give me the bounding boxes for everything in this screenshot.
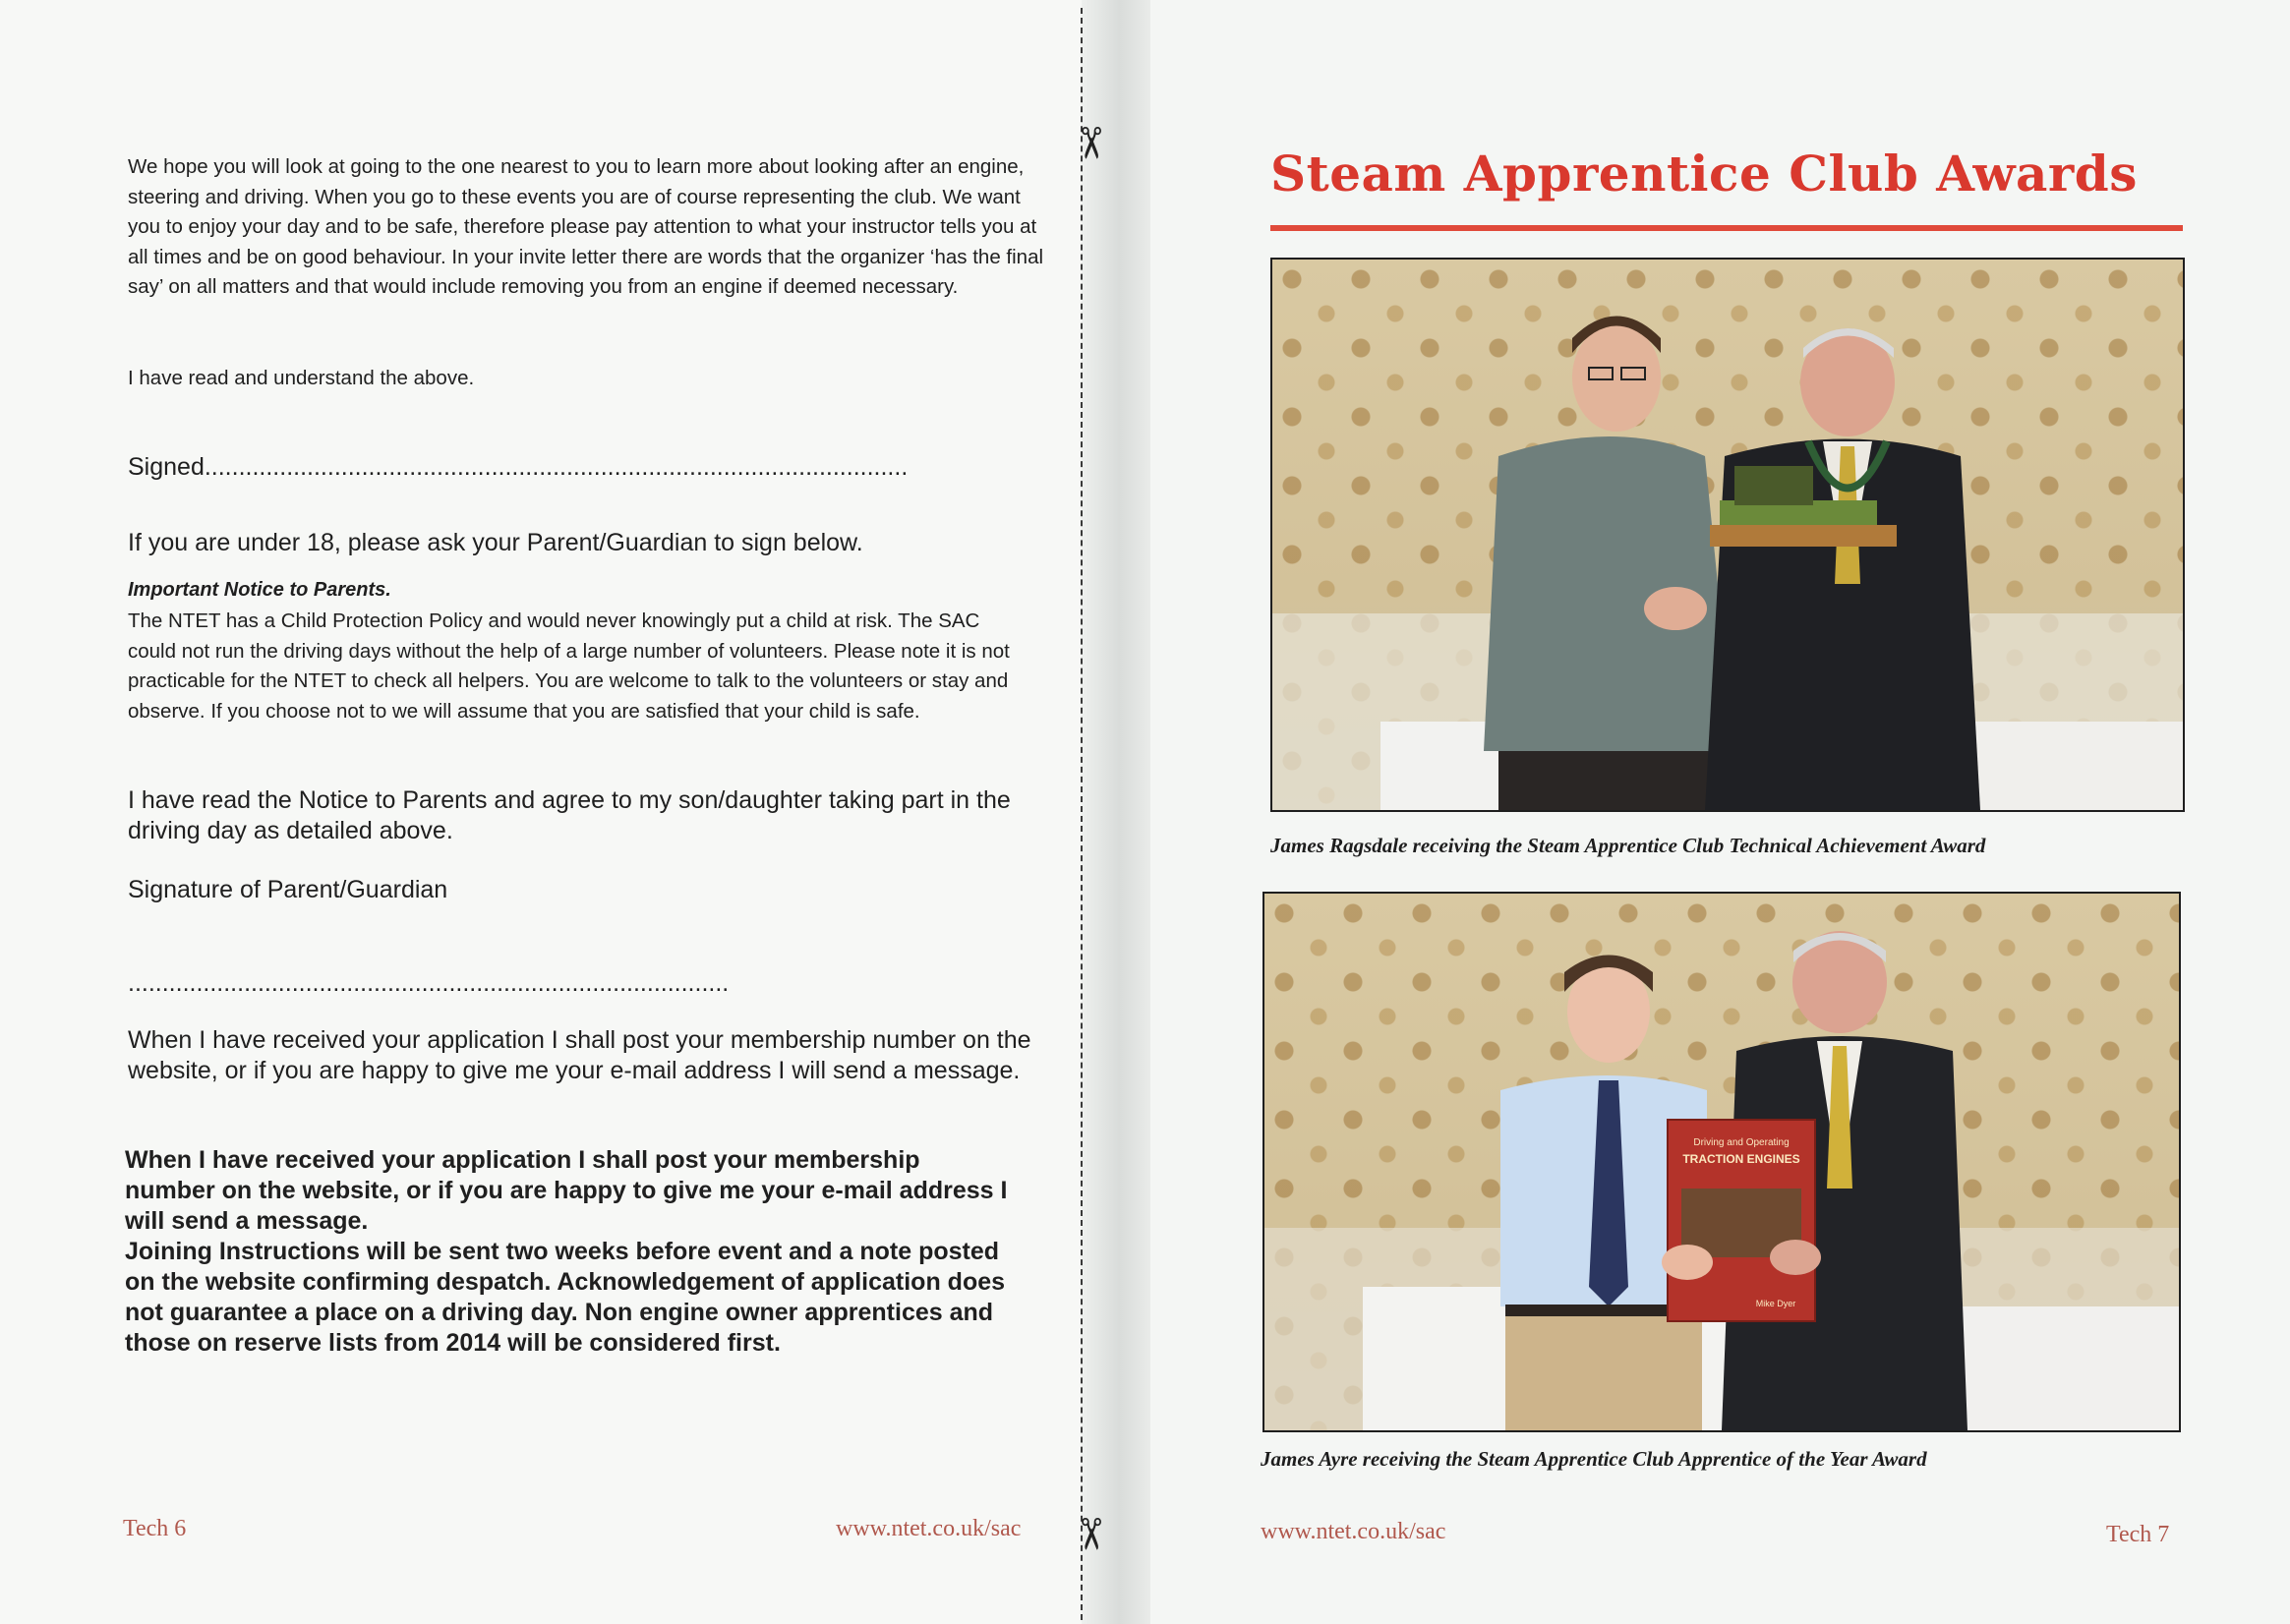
agree-statement: I have read the Notice to Parents and agree to my son/daughter taking part in the driving day as detailed above. <box>128 786 1011 844</box>
notice-heading: Important Notice to Parents. <box>128 579 391 601</box>
footer-url[interactable]: www.ntet.co.uk/sac <box>836 1516 1022 1541</box>
bold-membership-paragraph: When I have received your application I shall post your membership number on the website, or if you are happy to give me your e-mail address I will send a message. <box>125 1146 1008 1235</box>
page-title: Steam Apprentice Club Awards <box>1270 145 2138 203</box>
read-understand-text: I have read and understand the above. <box>128 367 475 389</box>
under-18-text: If you are under 18, please ask your Parent/Guardian to sign below. <box>128 529 863 556</box>
footer-page-number: Tech 7 <box>2106 1522 2170 1547</box>
right-page <box>1150 0 2290 1624</box>
photo-caption-2: James Ayre receiving the Steam Apprentice Club Apprentice of the Year Award <box>1261 1447 1927 1471</box>
page-gutter <box>1082 0 1150 1624</box>
award-photo-ragsdale <box>1270 258 2185 812</box>
award-photo-ayre <box>1262 892 2181 1432</box>
scissors-icon: ✂ <box>1064 1516 1115 1552</box>
footer-url[interactable]: www.ntet.co.uk/sac <box>1261 1519 1446 1544</box>
bold-joining-paragraph: Joining Instructions will be sent two weeks before event and a note posted on the website confirming despatch. Acknowledgement of application does not guarantee a place on a driving day. Non engine owner apprentices and those on reserve lists from 2014 will be considered first. <box>125 1238 1006 1357</box>
signed-line: Signed....................................................................................................... <box>128 453 909 481</box>
left-page <box>0 0 1082 1624</box>
parent-signature-line: ........................................................................................ <box>128 969 730 997</box>
cut-line <box>1081 8 1083 1620</box>
membership-paragraph: When I have received your application I shall post your membership number on the website, or if you are happy to give me your e-mail address I will send a message. <box>128 1026 1031 1084</box>
book-title-line-1: Driving and Operating <box>1693 1137 1790 1148</box>
scissors-icon: ✂ <box>1064 125 1115 161</box>
parent-signature-label: Signature of Parent/Guardian <box>128 876 448 903</box>
photo-scene-1 <box>1272 260 2183 810</box>
footer-page-number: Tech 6 <box>123 1516 187 1541</box>
notice-body: The NTET has a Child Protection Policy and would never knowingly put a child at risk. The SAC could not run the driving days without the help of a large number of volunteers. Please note it is not practicable for the NTET to check all helpers. You are welcome to talk to the volunteers or stay and observe. If you choose not to we will assume that you are satisfied that your child is safe. <box>128 609 1010 723</box>
photo-scene-2 <box>1264 894 2179 1430</box>
intro-paragraph: We hope you will look at going to the one nearest to you to learn more about looking after an engine, steering and driving. When you go to these events you are of course representing the club. We want you to enjoy your day and to be safe, therefore please pay attention to what your instructor tells you at all times and be on good behaviour. In your invite letter there are words that the organizer ‘has the final say’ on all matters and that would include removing you from an engine if deemed necessary. <box>128 155 1044 298</box>
book-author: Mike Dyer <box>1755 1299 1796 1308</box>
book-title-line-2: TRACTION ENGINES <box>1682 1152 1800 1166</box>
title-rule <box>1270 225 2183 231</box>
photo-caption-1: James Ragsdale receiving the Steam Apprentice Club Technical Achievement Award <box>1270 834 1986 857</box>
